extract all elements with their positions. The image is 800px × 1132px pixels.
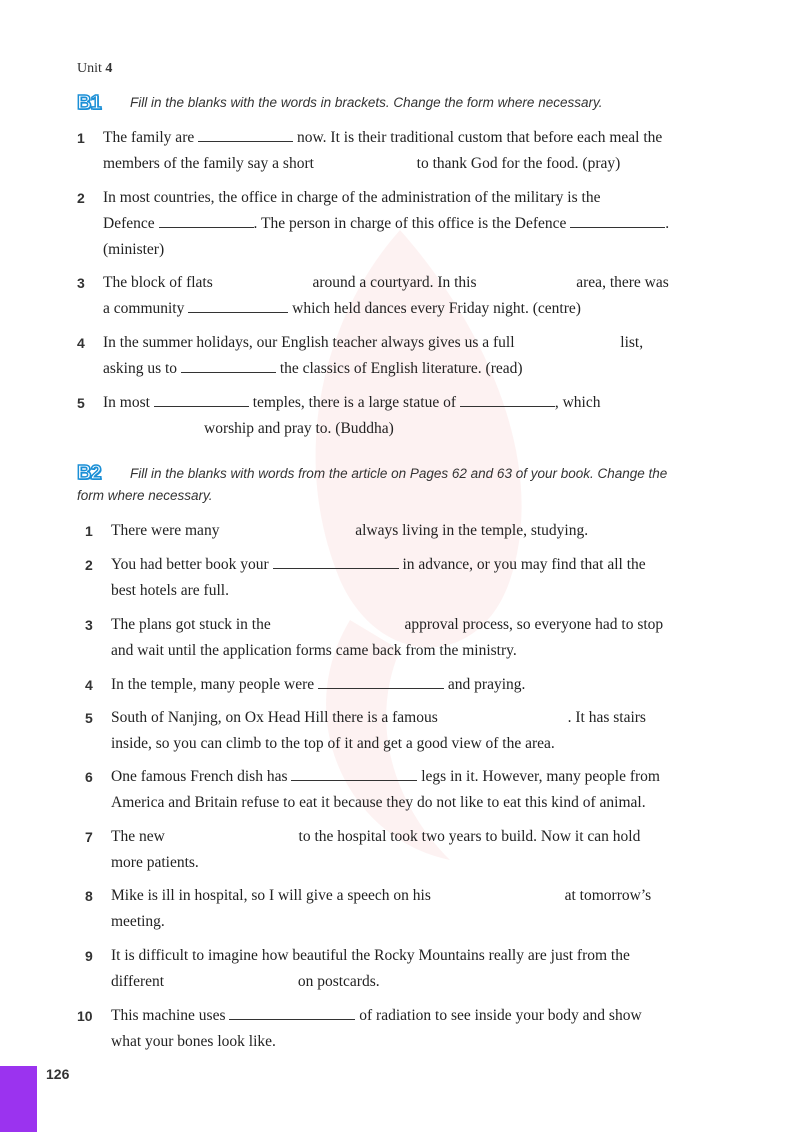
answer-blank[interactable] xyxy=(188,298,288,313)
question-line: In most countries, the office in charge of the administration of the military is the xyxy=(103,189,601,206)
answer-blank[interactable] xyxy=(460,392,555,407)
question-line: meeting. xyxy=(111,913,165,930)
question-line: The new to the hospital took two years to build. Now it can hold xyxy=(111,828,641,845)
question-line: best hotels are full. xyxy=(111,582,229,599)
question-number: 3 xyxy=(77,275,85,291)
answer-blank[interactable] xyxy=(291,766,417,781)
section-b2-instruction: form where necessary. xyxy=(77,488,213,503)
page-number: 126 xyxy=(46,1066,70,1082)
section-b1-badge: B1 xyxy=(77,92,101,114)
answer-blank[interactable] xyxy=(273,554,399,569)
page-color-bar xyxy=(0,1066,37,1132)
question-number: 1 xyxy=(77,130,85,146)
question-number: 5 xyxy=(77,395,85,411)
question-number: 2 xyxy=(85,557,93,573)
question-number: 1 xyxy=(85,523,93,539)
question-number: 7 xyxy=(85,829,93,845)
question-line: The block of flats around a courtyard. In this area, there was xyxy=(103,274,669,291)
question-number: 4 xyxy=(85,677,93,693)
answer-blank[interactable] xyxy=(570,213,665,228)
question-line: It is difficult to imagine how beautiful the Rocky Mountains really are just from the xyxy=(111,947,630,964)
section-b2-instruction: Fill in the blanks with words from the article on Pages 62 and 63 of your book. Change the xyxy=(130,466,668,481)
question-line: more patients. xyxy=(111,854,199,871)
section-b1-instruction: Fill in the blanks with the words in brackets. Change the form where necessary. xyxy=(130,95,603,110)
answer-blank[interactable] xyxy=(159,213,254,228)
question-line: The plans got stuck in the approval process, so everyone had to stop xyxy=(111,616,664,633)
answer-blank[interactable] xyxy=(318,674,444,689)
question-line: a community which held dances every Friday night. (centre) xyxy=(103,300,581,317)
answer-blank[interactable] xyxy=(229,1005,355,1020)
question-line: and wait until the application forms came back from the ministry. xyxy=(111,642,517,659)
question-line: This machine uses of radiation to see inside your body and show xyxy=(111,1007,642,1024)
question-number: 4 xyxy=(77,335,85,351)
question-line: South of Nanjing, on Ox Head Hill there is a famous . It has stairs xyxy=(111,709,646,726)
question-line: (minister) xyxy=(103,241,165,258)
question-line: Mike is ill in hospital, so I will give a speech on his at tomorrow’s xyxy=(111,887,652,904)
question-number: 9 xyxy=(85,948,93,964)
question-number: 5 xyxy=(85,710,93,726)
question-number: 10 xyxy=(77,1008,93,1024)
question-line: In the summer holidays, our English teacher always gives us a full list, xyxy=(103,334,644,351)
section-b2-badge: B2 xyxy=(77,462,101,484)
question-line: In most temples, there is a large statue of , which xyxy=(103,394,601,411)
question-line: There were many always living in the temple, studying. xyxy=(111,522,589,539)
answer-blank[interactable] xyxy=(181,358,276,373)
question-line: The family are now. It is their traditional custom that before each meal the xyxy=(103,129,663,146)
question-number: 3 xyxy=(85,617,93,633)
question-number: 6 xyxy=(85,769,93,785)
question-line: inside, so you can climb to the top of it and get a good view of the area. xyxy=(111,735,555,752)
question-line: You had better book your in advance, or you may find that all the xyxy=(111,556,646,573)
question-line: worship and pray to. (Buddha) xyxy=(204,420,394,437)
question-number: 8 xyxy=(85,888,93,904)
question-line: what your bones look like. xyxy=(111,1033,276,1050)
question-number: 2 xyxy=(77,190,85,206)
answer-blank[interactable] xyxy=(198,127,293,142)
question-line: America and Britain refuse to eat it because they do not like to eat this kind of animal. xyxy=(111,794,646,811)
question-line: different on postcards. xyxy=(111,973,380,990)
question-line: members of the family say a short to thank God for the food. (pray) xyxy=(103,155,621,172)
unit-header: Unit 4 xyxy=(77,61,113,76)
question-line: asking us to the classics of English literature. (read) xyxy=(103,360,523,377)
question-line: Defence . The person in charge of this office is the Defence . xyxy=(103,215,670,232)
question-line: One famous French dish has legs in it. However, many people from xyxy=(111,768,660,785)
question-line: In the temple, many people were and praying. xyxy=(111,676,526,693)
answer-blank[interactable] xyxy=(154,392,249,407)
